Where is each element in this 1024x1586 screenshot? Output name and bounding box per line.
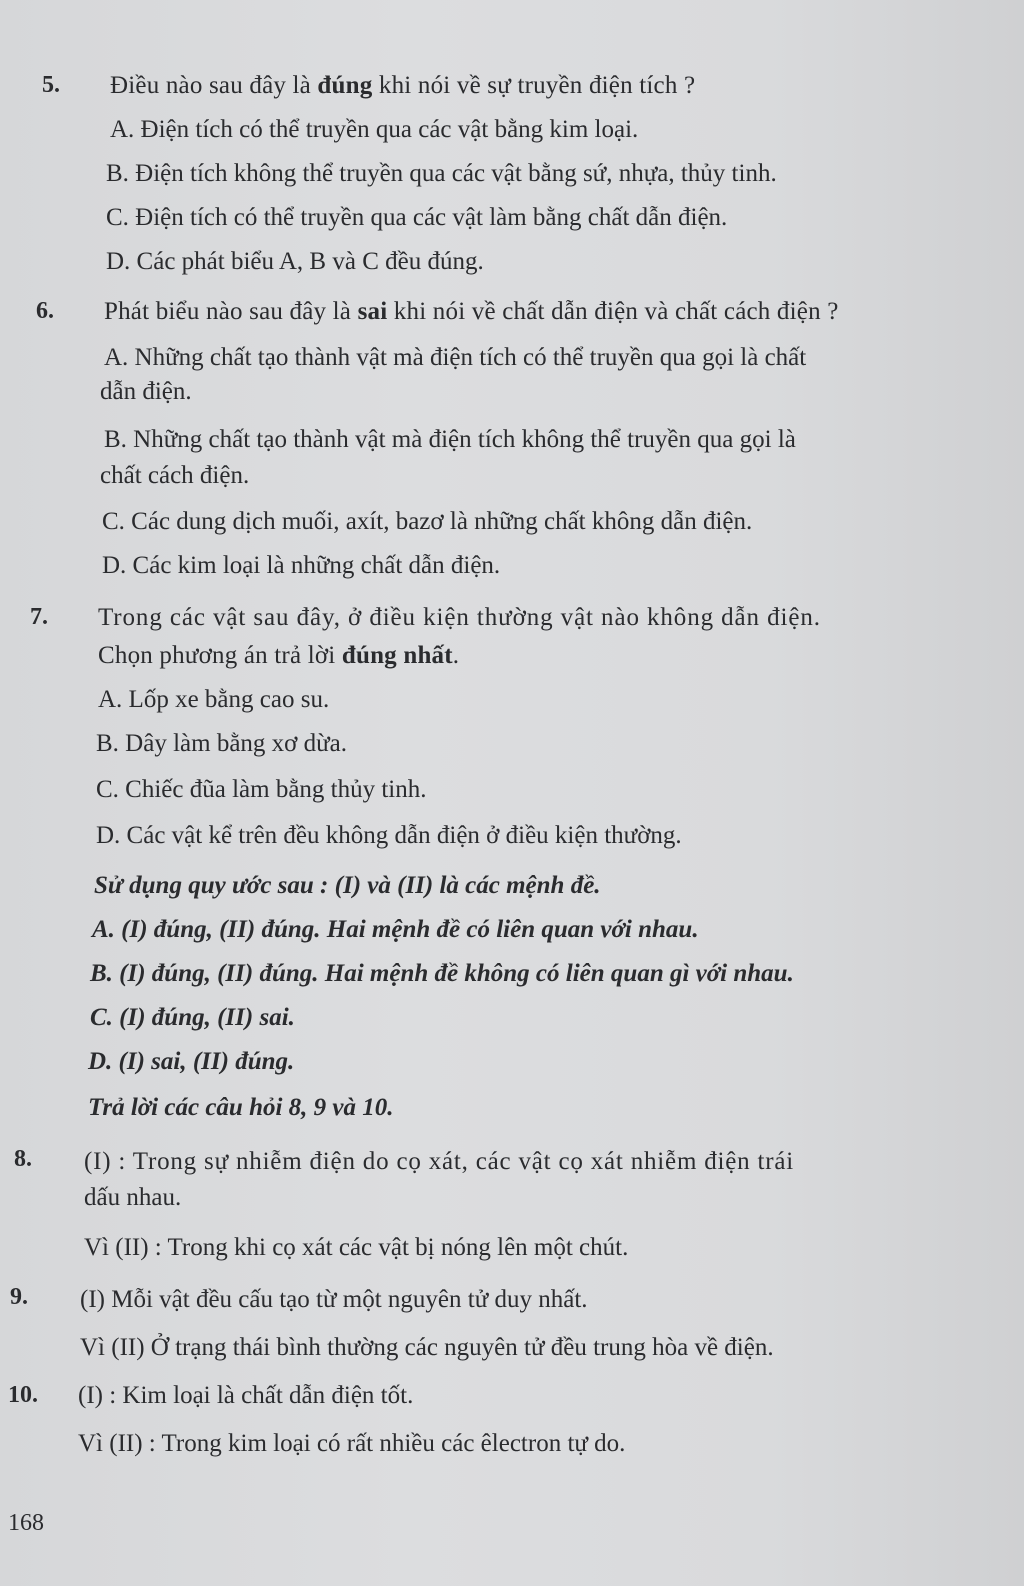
- statement-i: (I) Mỗi vật đều cấu tạo từ một nguyên tử duy nhất.: [80, 1286, 588, 1313]
- option-d: D. Các kim loại là những chất dẫn điện.: [102, 552, 501, 579]
- statement-i-line-1: (I) : Trong sự nhiễm điện do cọ xát, các vật cọ xát nhiễm điện trái: [84, 1148, 795, 1175]
- question-number: 5.: [42, 72, 60, 98]
- convention-option-a: A. (I) đúng, (II) đúng. Hai mệnh đề có liên quan với nhau.: [92, 916, 699, 943]
- option-c: C. Các dung dịch muối, axít, bazơ là những chất không dẫn điện.: [102, 508, 753, 535]
- question-number: 8.: [14, 1146, 32, 1172]
- statement-i-line-2: dấu nhau.: [84, 1184, 182, 1211]
- question-stem-line-1: Trong các vật sau đây, ở điều kiện thường vật nào không dẫn điện.: [98, 604, 821, 631]
- option-a: A. Điện tích có thể truyền qua các vật bằng kim loại.: [110, 116, 639, 143]
- option-d: D. Các vật kể trên đều không dẫn điện ở điều kiện thường.: [96, 822, 682, 849]
- question-stem: Điều nào sau đây là đúng khi nói về sự truyền điện tích ?: [110, 72, 696, 99]
- page-number: 168: [8, 1510, 44, 1536]
- question-stem-line-2: Chọn phương án trả lời đúng nhất.: [98, 642, 460, 669]
- option-b-line-2: chất cách điện.: [100, 462, 250, 489]
- option-b: B. Điện tích không thể truyền qua các vật bằng sứ, nhựa, thủy tinh.: [106, 160, 777, 187]
- option-b: B. Dây làm bằng xơ dừa.: [96, 730, 348, 757]
- question-number: 9.: [10, 1284, 28, 1310]
- convention-option-c: C. (I) đúng, (II) sai.: [90, 1004, 295, 1031]
- option-c: C. Điện tích có thể truyền qua các vật làm bằng chất dẫn điện.: [106, 204, 728, 231]
- convention-option-d: D. (I) sai, (II) đúng.: [88, 1048, 295, 1075]
- question-number: 10.: [8, 1382, 38, 1408]
- option-a: A. Lốp xe bằng cao su.: [98, 686, 330, 713]
- convention-instruction: Trả lời các câu hỏi 8, 9 và 10.: [88, 1094, 394, 1121]
- question-stem: Phát biểu nào sau đây là sai khi nói về chất dẫn điện và chất cách điện ?: [104, 298, 839, 325]
- statement-ii: Vì (II) Ở trạng thái bình thường các nguyên tử đều trung hòa về điện.: [80, 1334, 774, 1361]
- option-b-line-1: B. Những chất tạo thành vật mà điện tích không thể truyền qua gọi là: [104, 426, 796, 453]
- option-a-line-2: dẫn điện.: [100, 378, 192, 405]
- convention-option-b: B. (I) đúng, (II) đúng. Hai mệnh đề không có liên quan gì với nhau.: [90, 960, 794, 987]
- statement-ii: Vì (II) : Trong khi cọ xát các vật bị nóng lên một chút.: [84, 1234, 629, 1261]
- statement-ii: Vì (II) : Trong kim loại có rất nhiều các êlectron tự do.: [78, 1430, 626, 1457]
- statement-i: (I) : Kim loại là chất dẫn điện tốt.: [78, 1382, 414, 1409]
- question-number: 7.: [30, 604, 48, 630]
- option-c: C. Chiếc đũa làm bằng thủy tinh.: [96, 776, 427, 803]
- option-d: D. Các phát biểu A, B và C đều đúng.: [106, 248, 484, 275]
- question-number: 6.: [36, 298, 54, 324]
- option-a-line-1: A. Những chất tạo thành vật mà điện tích có thể truyền qua gọi là chất: [104, 344, 807, 371]
- convention-intro: Sử dụng quy ước sau : (I) và (II) là các mệnh đề.: [94, 872, 601, 899]
